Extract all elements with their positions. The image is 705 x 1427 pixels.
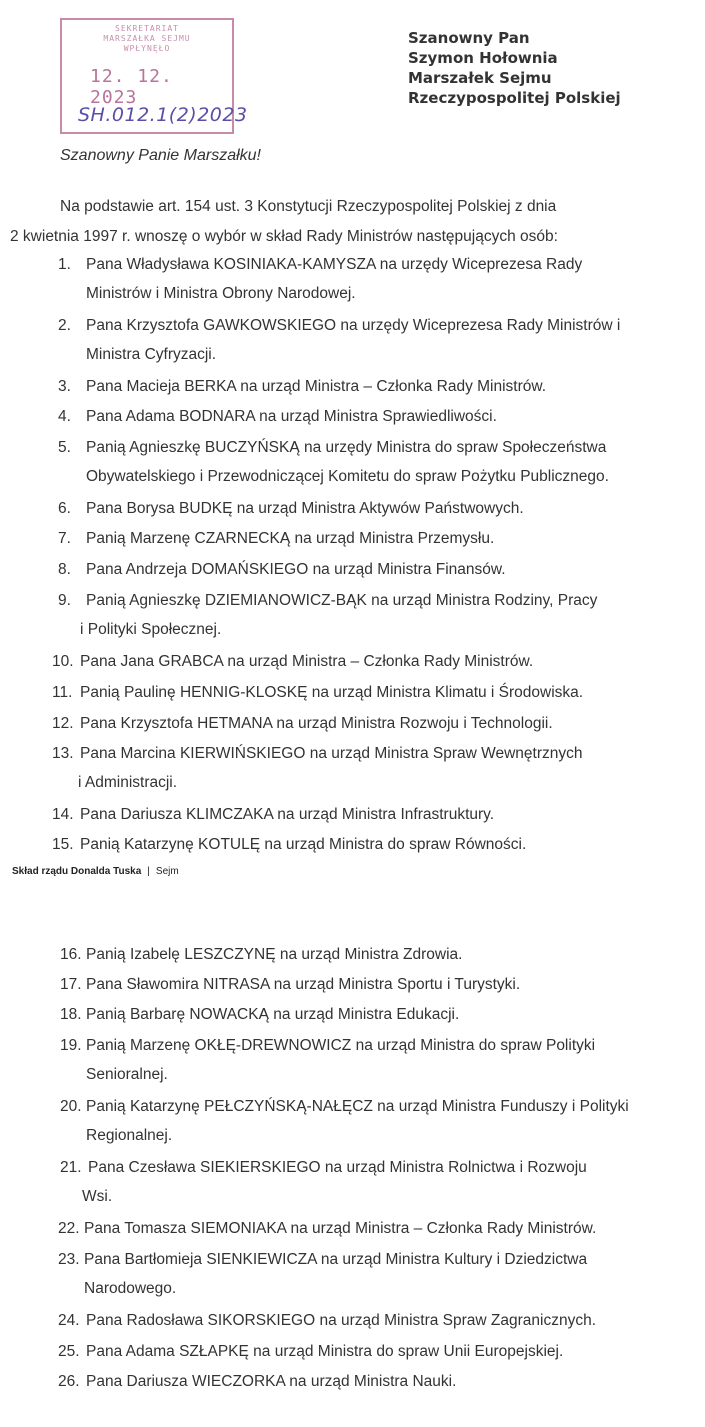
image-caption bbox=[12, 866, 179, 877]
list-item-number: 13. bbox=[52, 745, 74, 762]
list-item bbox=[58, 1367, 456, 1396]
list-item-text: Pana Andrzeja DOMAŃSKIEGO na urząd Ministra Finansów. bbox=[86, 561, 506, 578]
list-item-continuation: i Polityki Społecznej. bbox=[80, 621, 222, 638]
list-item bbox=[58, 586, 597, 644]
list-item-number: 19. bbox=[60, 1037, 82, 1054]
list-item-text: Panią Paulinę HENNIG-KLOSKĘ na urząd Ministra Klimatu i Środowiska. bbox=[80, 684, 584, 701]
recipient-line: Rzeczypospolitej Polskiej bbox=[408, 89, 621, 107]
list-item-number: 14. bbox=[52, 806, 74, 823]
list-item-number: 25. bbox=[58, 1343, 80, 1360]
list-item-number: 3. bbox=[58, 378, 71, 395]
list-item bbox=[52, 678, 583, 707]
list-item bbox=[58, 494, 524, 523]
list-item bbox=[60, 970, 520, 999]
list-item-number: 21. bbox=[60, 1159, 82, 1176]
list-item-text: Pana Marcina KIERWIŃSKIEGO na urząd Ministra Spraw Wewnętrznych bbox=[80, 745, 583, 762]
list-item bbox=[52, 830, 526, 859]
list-item-text: Pana Bartłomieja SIENKIEWICZA na urząd Ministra Kultury i Dziedzictwa bbox=[84, 1251, 588, 1268]
intro-line: Na podstawie art. 154 ust. 3 Konstytucji Rzeczypospolitej Polskiej z dnia bbox=[60, 198, 557, 215]
caption-title: Skład rządu Donalda Tuska bbox=[12, 866, 142, 877]
list-item bbox=[58, 1214, 596, 1243]
stamp-header: SEKRETARIAT MARSZAŁKA SEJMU WPŁYNĘŁO bbox=[103, 24, 191, 53]
list-item-number: 1. bbox=[58, 256, 71, 273]
registry-stamp bbox=[60, 18, 248, 134]
list-item-number: 11. bbox=[52, 684, 73, 701]
list-item-continuation: Ministra Cyfryzacji. bbox=[86, 346, 217, 363]
list-item-number: 17. bbox=[60, 976, 82, 993]
list-item-text: Panią Agnieszkę BUCZYŃSKĄ na urzędy Ministra do spraw Społeczeństwa bbox=[86, 439, 607, 456]
list-item-text: Panią Katarzynę KOTULĘ na urząd Ministra do spraw Równości. bbox=[80, 836, 527, 853]
list-item-text: Pana Radosława SIKORSKIEGO na urząd Ministra Spraw Zagranicznych. bbox=[86, 1312, 597, 1329]
list-item bbox=[58, 402, 497, 431]
list-item-number: 8. bbox=[58, 561, 71, 578]
list-item bbox=[52, 647, 533, 676]
list-item-text: Pana Sławomira NITRASA na urząd Ministra Sportu i Turystyki. bbox=[86, 976, 521, 993]
list-item-number: 2. bbox=[58, 317, 71, 334]
list-item-text: Pana Macieja BERKA na urząd Ministra – Członka Rady Ministrów. bbox=[86, 378, 547, 395]
list-item-text: Panią Agnieszkę DZIEMIANOWICZ-BĄK na urząd Ministra Rodziny, Pracy bbox=[86, 592, 598, 609]
list-item-text: Pana Krzysztofa HETMANA na urząd Ministra Rozwoju i Technologii. bbox=[80, 715, 553, 732]
list-item-text: Pana Adama SZŁAPKĘ na urząd Ministra do spraw Unii Europejskiej. bbox=[86, 1343, 564, 1360]
list-item-number: 6. bbox=[58, 500, 71, 517]
list-item-number: 20. bbox=[60, 1098, 82, 1115]
recipient-line: Szymon Hołownia bbox=[408, 49, 558, 67]
list-item-number: 16. bbox=[60, 946, 82, 963]
list-item-number: 22. bbox=[58, 1220, 80, 1237]
list-item-text: Panią Marzenę OKŁĘ-DREWNOWICZ na urząd Ministra do spraw Polityki bbox=[86, 1037, 596, 1054]
list-item-continuation: Narodowego. bbox=[84, 1280, 177, 1297]
recipient-line: Szanowny Pan bbox=[408, 29, 530, 47]
list-item-text: Panią Marzenę CZARNECKĄ na urząd Ministra Przemysłu. bbox=[86, 530, 495, 547]
stamp-date: 12. 12. 2023 bbox=[90, 66, 173, 108]
list-item bbox=[58, 1306, 596, 1335]
intro-line: 2 kwietnia 1997 r. wnoszę o wybór w skład Rady Ministrów następujących osób: bbox=[10, 228, 558, 245]
stamp-reference: SH.012.1(2)2023 bbox=[78, 104, 248, 126]
list-item-continuation: Obywatelskiego i Przewodniczącej Komitetu do spraw Pożytku Publicznego. bbox=[86, 468, 609, 485]
list-item-number: 18. bbox=[60, 1006, 82, 1023]
list-item bbox=[52, 709, 553, 738]
list-item bbox=[58, 372, 546, 401]
list-item bbox=[58, 1245, 587, 1303]
list-item-number: 7. bbox=[58, 530, 71, 547]
list-item-text: Pana Dariusza KLIMCZAKA na urząd Ministra Infrastruktury. bbox=[80, 806, 495, 823]
list-item-number: 4. bbox=[58, 408, 71, 425]
list-item-number: 15. bbox=[52, 836, 74, 853]
intro-paragraph bbox=[10, 192, 650, 252]
list-item-number: 9. bbox=[58, 592, 71, 609]
list-item-text: Pana Władysława KOSINIAKA-KAMYSZA na urzędy Wiceprezesa Rady bbox=[86, 256, 583, 273]
caption-separator: | bbox=[147, 866, 150, 877]
list-item-text: Pana Tomasza SIEMONIAKA na urząd Ministra – Członka Rady Ministrów. bbox=[84, 1220, 597, 1237]
list-item bbox=[60, 1092, 629, 1150]
salutation: Szanowny Panie Marszałku! bbox=[60, 147, 261, 164]
list-item-number: 26. bbox=[58, 1373, 80, 1390]
list-item-continuation: Senioralnej. bbox=[86, 1066, 168, 1083]
list-item-number: 10. bbox=[52, 653, 74, 670]
list-item-text: Pana Jana GRABCA na urząd Ministra – Członka Rady Ministrów. bbox=[80, 653, 534, 670]
list-item-text: Panią Katarzynę PEŁCZYŃSKĄ-NAŁĘCZ na urząd Ministra Funduszy i Polityki bbox=[86, 1098, 629, 1115]
list-item-text: Pana Borysa BUDKĘ na urząd Ministra Aktywów Państwowych. bbox=[86, 500, 524, 517]
list-item bbox=[52, 739, 583, 797]
list-item bbox=[60, 1153, 587, 1211]
list-item-number: 12. bbox=[52, 715, 74, 732]
list-item bbox=[58, 555, 506, 584]
list-item-number: 5. bbox=[58, 439, 71, 456]
list-item bbox=[58, 433, 609, 491]
list-item bbox=[58, 524, 494, 553]
list-item-continuation: Wsi. bbox=[82, 1188, 113, 1205]
list-item-continuation: i Administracji. bbox=[78, 774, 178, 791]
list-item-text: Panią Izabelę LESZCZYNĘ na urząd Ministra Zdrowia. bbox=[86, 946, 463, 963]
list-item-text: Pana Adama BODNARA na urząd Ministra Sprawiedliwości. bbox=[86, 408, 497, 425]
list-item-number: 23. bbox=[58, 1251, 80, 1268]
list-item bbox=[58, 250, 582, 308]
list-item-text: Pana Krzysztofa GAWKOWSKIEGO na urzędy Wiceprezesa Rady Ministrów i bbox=[86, 317, 621, 334]
list-item bbox=[58, 311, 620, 369]
list-item-text: Pana Czesława SIEKIERSKIEGO na urząd Ministra Rolnictwa i Rozwoju bbox=[88, 1159, 587, 1176]
list-item bbox=[60, 1000, 459, 1029]
list-item-text: Pana Dariusza WIECZORKA na urząd Ministra Nauki. bbox=[86, 1373, 457, 1390]
list-item-text: Panią Barbarę NOWACKĄ na urząd Ministra Edukacji. bbox=[86, 1006, 460, 1023]
list-item bbox=[52, 800, 494, 829]
list-item bbox=[60, 940, 462, 969]
list-item-continuation: Ministrów i Ministra Obrony Narodowej. bbox=[86, 285, 356, 302]
list-item bbox=[60, 1031, 595, 1089]
list-item-number: 24. bbox=[58, 1312, 80, 1329]
recipient-block bbox=[408, 28, 621, 108]
list-item bbox=[58, 1337, 563, 1366]
caption-source: Sejm bbox=[155, 866, 179, 877]
list-item-continuation: Regionalnej. bbox=[86, 1127, 173, 1144]
recipient-line: Marszałek Sejmu bbox=[408, 69, 552, 87]
